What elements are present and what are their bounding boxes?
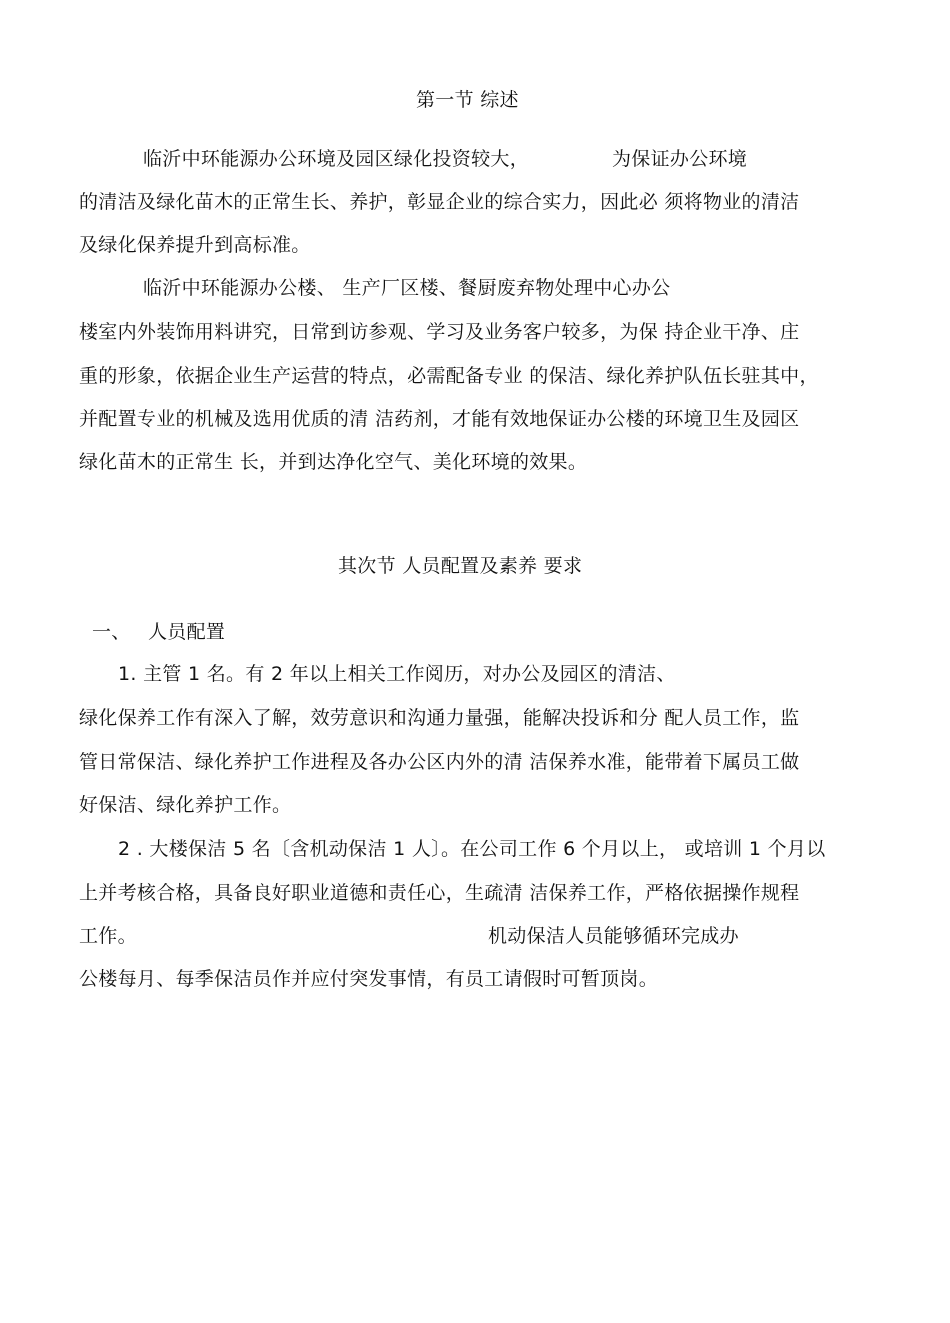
paragraph-line: 为保证办公环境 [612, 148, 748, 170]
paragraph-line: 临沂中环能源办公楼、 生产厂区楼、餐厨废弃物处理中心办公 [143, 277, 671, 299]
list-item-line: 绿化保养工作有深入了解，效劳意识和沟通力量强，能解决投诉和分 配人员工作，监 [79, 707, 800, 729]
list-item-line: 工作。 [79, 925, 137, 947]
paragraph-line: 的清洁及绿化苗木的正常生长、养护，彰显企业的综合实力，因此必 须将物业的清洁 [79, 191, 800, 213]
section-title: 第一节 综述 [416, 89, 519, 111]
list-item-line: 上并考核合格，具备良好职业道德和责任心，生疏清 洁保养工作，严格依据操作规程 [79, 882, 800, 904]
list-item-line: 好保洁、绿化养护工作。 [79, 794, 292, 816]
list-item-line: 公楼每月、每季保洁员作并应付突发事情，有员工请假时可暂顶岗。 [79, 968, 659, 990]
paragraph-line: 楼室内外装饰用料讲究，日常到访参观、学习及业务客户较多，为保 持企业干净、庄 [79, 321, 800, 343]
list-item-line: 1. 主管 1 名。有 2 年以上相关工作阅历，对办公及园区的清洁、 [118, 663, 676, 685]
paragraph-line: 重的形象，依据企业生产运营的特点，必需配备专业 的保洁、绿化养护队伍长驻其中， [79, 365, 819, 387]
list-item-line: 管日常保洁、绿化养护工作进程及各办公区内外的清 洁保养水准，能带着下属员工做 [79, 751, 800, 773]
paragraph-line: 并配置专业的机械及选用优质的清 洁药剂，才能有效地保证办公楼的环境卫生及园区 [79, 408, 800, 430]
subsection-title: 人员配置 [148, 621, 226, 643]
section-title: 其次节 人员配置及素养 要求 [338, 555, 583, 577]
list-item-line: 2 . 大楼保洁 5 名〔含机动保洁 1 人〕。在公司工作 6 个月以上， 或培训 1 个月以 [118, 838, 826, 860]
list-item-line: 机动保洁人员能够循环完成办 [488, 925, 739, 947]
subsection-number: 一、 [92, 621, 131, 643]
paragraph-line: 临沂中环能源办公环境及园区绿化投资较大， [143, 148, 530, 170]
paragraph-line: 绿化苗木的正常生 长，并到达净化空气、美化环境的效果。 [79, 451, 588, 473]
paragraph-line: 及绿化保养提升到高标准。 [79, 234, 311, 256]
